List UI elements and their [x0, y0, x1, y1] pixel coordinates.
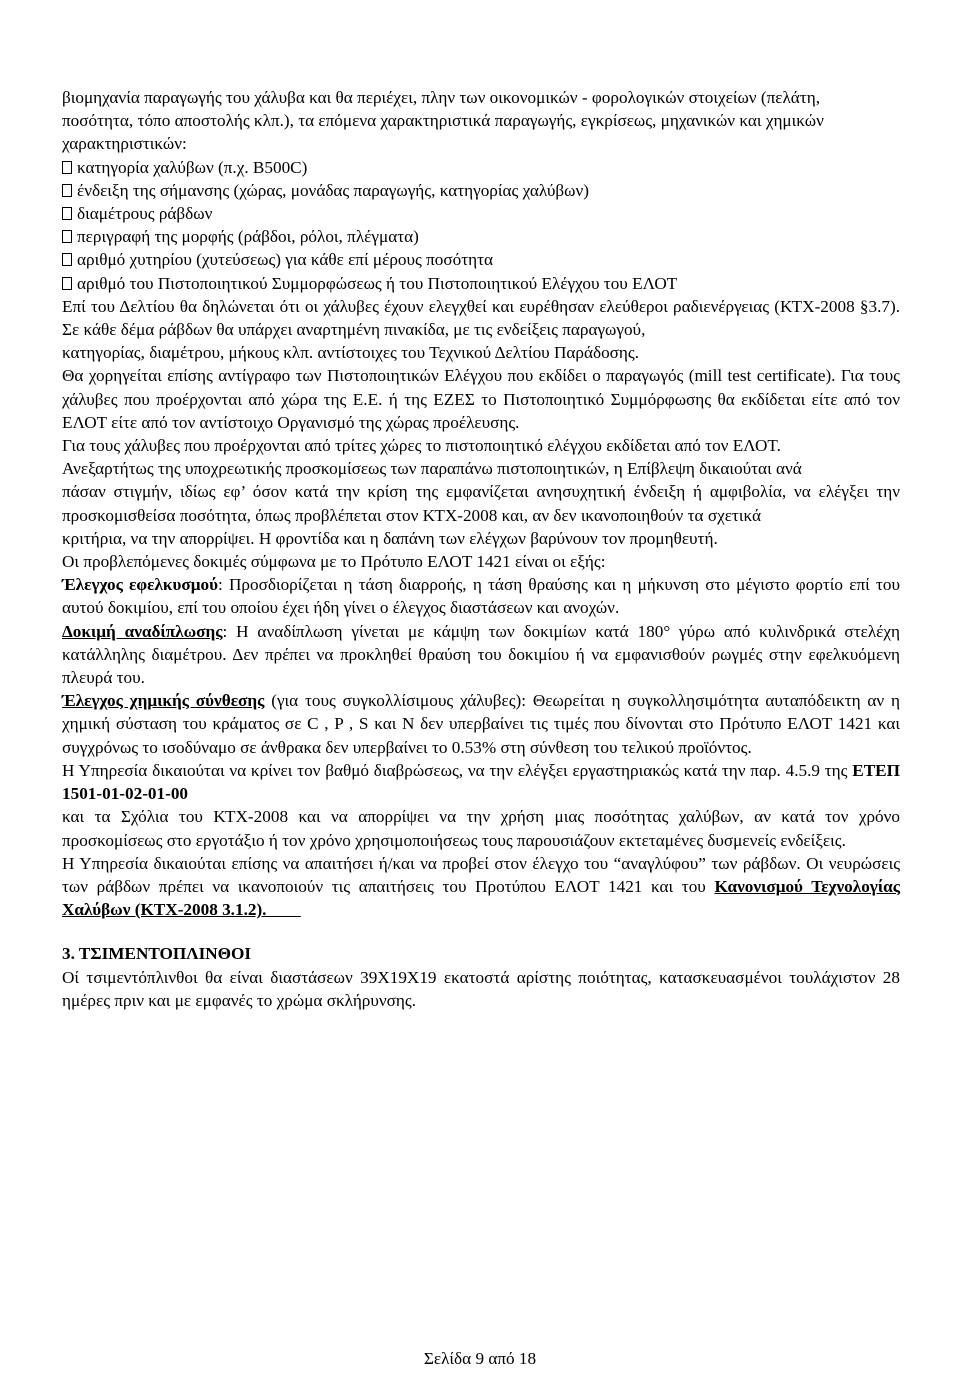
- paragraph-independent: Ανεξαρτήτως της υποχρεωτικής προσκομίσεως των παραπάνω πιστοποιητικών, η Επίβλεψη δικαιούται ανά: [62, 459, 802, 479]
- intro-line-3: χαρακτηριστικών:: [62, 134, 187, 154]
- list-item: κατηγορία χαλύβων (π.χ. Β500C): [62, 156, 900, 179]
- test-chemical: Έλεγχος χημικής σύνθεσης (για τους συγκολλίσιμους χάλυβες): Θεωρείται η συγκολλησιμότητα αυταπόδεικτη αν η χημική σύσταση του κράματος σε C , P , S και N δεν υπερβαίνει τις τιμές που δίνονται στο Πρότυπο ΕΛΟΤ 1421 και συγχρόνως το ισοδύναμο σε άνθρακα δεν υπερβαίνει το 0.53% στη σύνθεση του τελικού προϊόντος.: [62, 691, 900, 757]
- list-item: διαμέτρους ράβδων: [62, 202, 900, 225]
- paragraph-deltio: Επί του Δελτίου θα δηλώνεται ότι οι χάλυβες έχουν ελεγχθεί και ευρέθησαν ελεύθεροι ραδιενέργειας (ΚΤΧ-2008 §3.7). Σε κάθε δέμα ράβδων θα υπάρχει αναρτημένη πινακίδα, με τις ενδείξεις παραγωγού,: [62, 296, 900, 340]
- test-chemical-title: Έλεγχος χημικής σύνθεσης: [62, 691, 265, 711]
- document-page: [62, 86, 900, 1012]
- paragraph-independent-end: κριτήρια, να την απορρίψει. Η φροντίδα και η δαπάνη των ελέγχων βαρύνουν τον προμηθευτή.: [62, 528, 718, 548]
- list-item: αριθμό χυτηρίου (χυτεύσεως) για κάθε επί μέρους ποσότητα: [62, 248, 900, 271]
- regulation-reference: Κανονισμού Τεχνολογίας Χαλύβων (ΚΤΧ-2008 3.1.2).: [62, 876, 901, 920]
- test-bend: Δοκιμή αναδίπλωσης: Η αναδίπλωση γίνεται με κάμψη των δοκιμίων κατά 180° γύρω από κυλινδρικά στελέχη κατάλληλης διαμέτρου. Δεν πρέπει να προκληθεί θραύση του δοκιμίου ή να εμφανισθούν ρωγμές στην εφελκυόμενη πλευρά του.: [62, 621, 900, 688]
- list-item: αριθμό του Πιστοποιητικού Συμμορφώσεως ή του Πιστοποιητικού Ελέγχου του ΕΛΟΤ: [62, 272, 900, 295]
- intro-line-1: βιομηχανία παραγωγής του χάλυβα και θα περιέχει, πλην των οικονομικών - φορολογικών στοιχείων (πελάτη,: [62, 88, 820, 107]
- checkbox-glyph-icon: [62, 161, 72, 174]
- page-footer: Σελίδα 9 από 18: [423, 1349, 537, 1368]
- test-tension-title: Έλεγχος εφελκυσμού: [62, 575, 218, 595]
- paragraph-deltio-cont: κατηγορίας, διαμέτρου, μήκους κλπ. αντίστοιχες του Τεχνικού Δελτίου Παράδοσης.: [62, 343, 640, 363]
- paragraph-service-cont: και τα Σχόλια του ΚΤΧ-2008 και να απορρίψει να την χρήση μιας ποσότητας χαλύβων, αν κατά τον χρόνο προσκομίσεως στο εργοτάξιο ή τον χρόνο χρησιμοποιήσεως τους παρουσιάζουν εκτεταμένες δυσμενείς ενδείξεις.: [62, 807, 900, 850]
- etep-code: ΕΤΕΠ 1501-01-02-01-00: [62, 760, 900, 804]
- paragraph-third-countries: Για τους χάλυβες που προέρχονται από τρίτες χώρες το πιστοποιητικό ελέγχου εκδίδεται από τον ΕΛΟΤ.: [62, 436, 781, 456]
- paragraph-tests: Οι προβλεπόμενες δοκιμές σύμφωνα με το Πρότυπο ΕΛΟΤ 1421 είναι οι εξής:: [62, 552, 606, 572]
- checkbox-glyph-icon: [62, 253, 72, 266]
- test-bend-title: Δοκιμή αναδίπλωσης: [62, 621, 223, 641]
- section-title: 3. ΤΣΙΜΕΝΤΟΠΛΙΝΘΟΙ: [62, 944, 252, 964]
- paragraph-mill-cert: Θα χορηγείται επίσης αντίγραφο των Πιστοποιητικών Ελέγχου που εκδίδει ο παραγωγός (mill test certificate). Για τους χάλυβες που προέρχονται από χώρα της Ε.Ε. ή της ΕΖΕΣ το Πιστοποιητικό Συμμόρφωσης θα εκδίδεται είτε από τον ΕΛΟΤ είτε από τον αντίστοιχο Οργανισμό της χώρας προέλευσης.: [62, 366, 900, 432]
- section-text: Οί τσιμεντόπλινθοι θα είναι διαστάσεων 39Χ19Χ19 εκατοστά αρίστης ποιότητας, κατασκευασμένοι τουλάχιστον 28 ημέρες πριν και με εμφανές το χρώμα σκλήρυνσης.: [62, 967, 900, 1010]
- checkbox-glyph-icon: [62, 277, 72, 290]
- checkbox-glyph-icon: [62, 184, 72, 197]
- paragraph-relief: Η Υπηρεσία δικαιούται επίσης να απαιτήσει ή/και να προβεί στον έλεγχο του “αναγλύφου” των ράβδων. Οι νευρώσεις των ράβδων πρέπει να ικανοποιούν τις απαιτήσεις του Προτύπου ΕΛΟΤ 1421 και του Κανονισμού Τεχνολογίας Χαλύβων (ΚΤΧ-2008 3.1.2).: [62, 853, 901, 920]
- checkbox-glyph-icon: [62, 207, 72, 220]
- paragraph-independent-cont: πάσαν στιγμήν, ιδίως εφ’ όσον κατά την κρίση της εμφανίζεται ανησυχητική ένδειξη ή αμφιβολία, να ελέγξει την προσκομισθείσα ποσότητα, όπως προβλέπεται στον ΚΤΧ-2008 και, αν δεν ικανοποιηθούν τα σχετικά: [62, 482, 900, 525]
- test-tension: Έλεγχος εφελκυσμού: Προσδιορίζεται η τάση διαρροής, η τάση θραύσης και η μήκυνση στο μέγιστο φορτίο επί του αυτού δοκιμίου, επί του οποίου έχει ήδη γίνει ο έλεγχος διαστάσεων και ανοχών.: [62, 575, 900, 618]
- list-item: ένδειξη της σήμανσης (χώρας, μονάδας παραγωγής, κατηγορίας χαλύβων): [62, 179, 900, 202]
- paragraph-service: Η Υπηρεσία δικαιούται να κρίνει τον βαθμό διαβρώσεως, να την ελέγξει εργαστηριακώς κατά την παρ. 4.5.9 της ΕΤΕΠ 1501-01-02-01-00: [62, 760, 900, 804]
- intro-line-2: ποσότητα, τόπο αποστολής κλπ.), τα επόμενα χαρακτηριστικά παραγωγής, εγκρίσεως, μηχανικών και χημικών: [62, 111, 824, 131]
- checkbox-glyph-icon: [62, 230, 72, 243]
- list-item: περιγραφή της μορφής (ράβδοι, ρόλοι, πλέγματα): [62, 225, 900, 248]
